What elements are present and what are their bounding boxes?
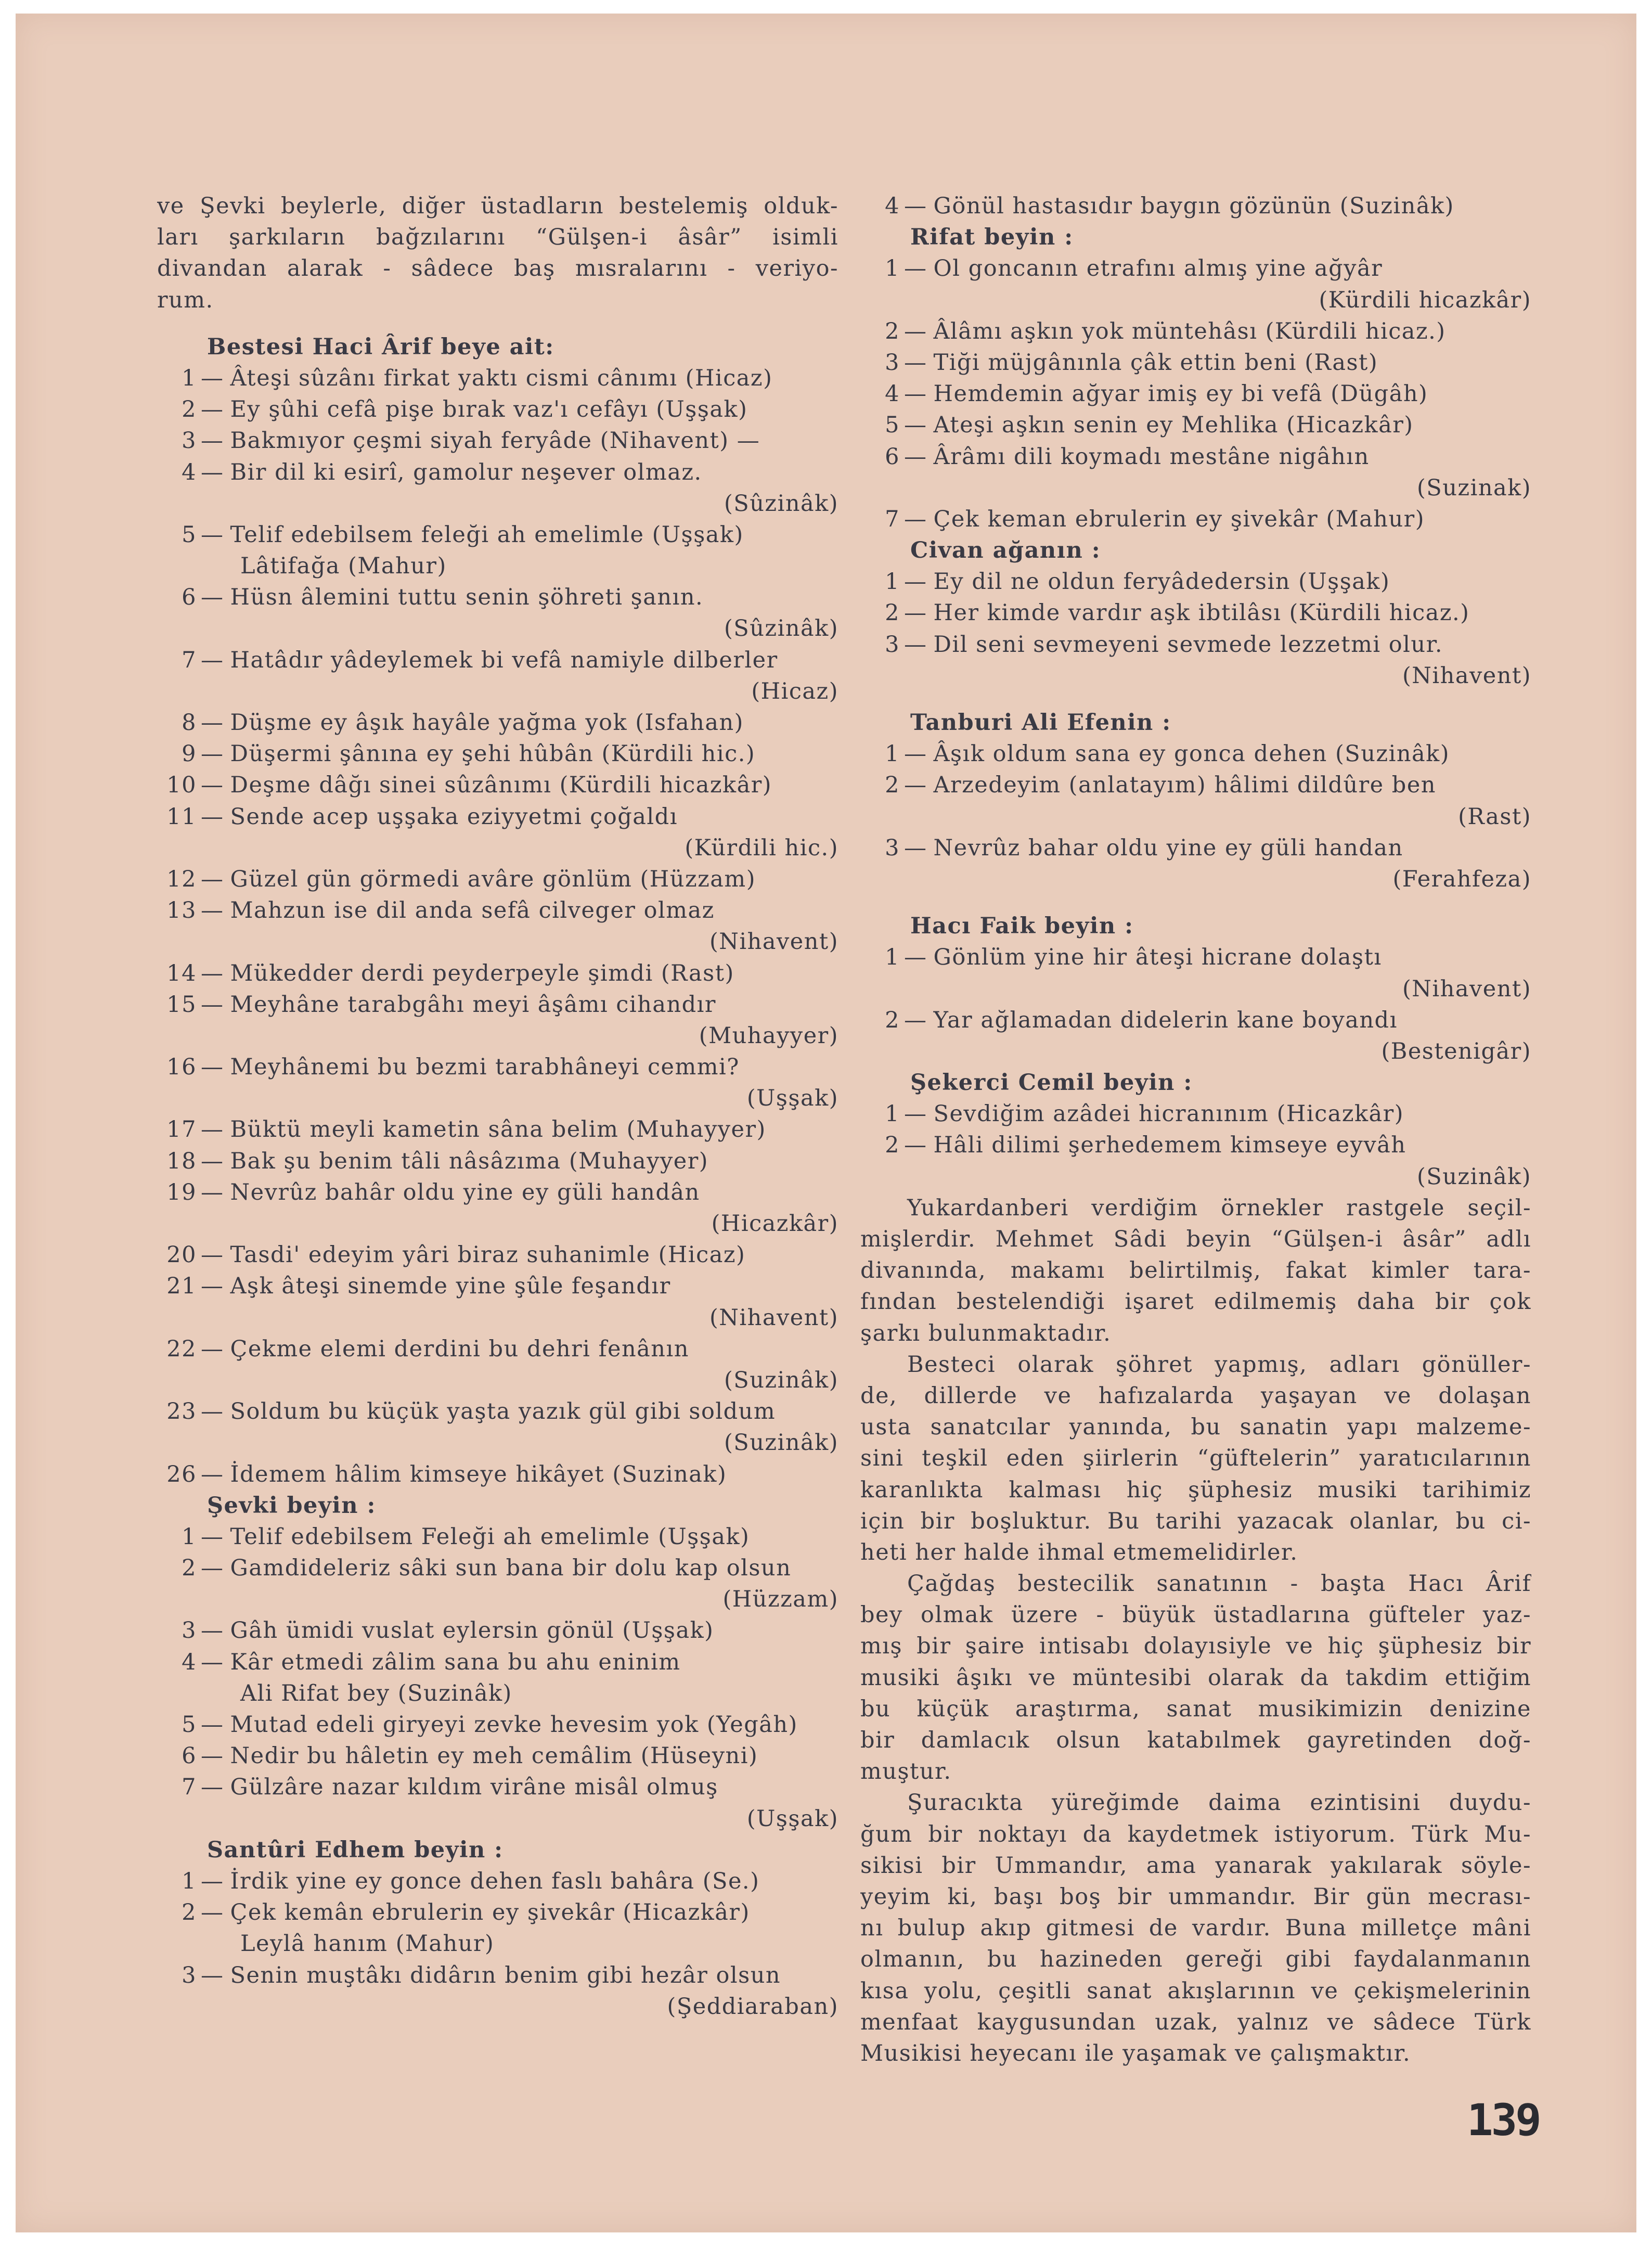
dash: — [904,318,927,344]
list-item [157,1960,838,1991]
paragraph [860,1349,1531,1568]
paragraph-line: için bir boşluktur. Bu tarihi yazacak olanlar, bu ci- [860,1508,1531,1534]
paragraph-line: Yukardanberi verdiğim örnekler rastgele seçil- [907,1195,1531,1221]
list-item [157,1771,838,1803]
item-number: 5 [885,412,900,439]
item-text: Çek keman ebrulerin ey şivekâr (Mahur) [933,506,1425,532]
item-number: 4 [885,193,900,219]
list-item [157,958,838,989]
dash: — [201,803,224,830]
dash: — [904,1101,927,1127]
paragraph-line: Besteci olarak şöhret yapmış, adları gönüller- [907,1351,1531,1378]
item-text: Âşık oldum sana ey gonca dehen (Suzinâk) [933,741,1450,767]
list-item [157,645,838,676]
dash: — [201,584,224,611]
item-number: 1 [182,1868,197,1894]
dash: — [201,1555,224,1582]
list-item [157,519,838,550]
dash: — [904,834,927,861]
item-text: Sevdiğim azâdei hicranınım (Hicazkâr) [933,1101,1404,1127]
paragraph-line: bu küçük araştırma, sanat musikimizin denizine [860,1696,1531,1722]
item-number: 22 [166,1336,197,1362]
paragraph-line: heti her halde ihmal etmemelidirler. [860,1539,1298,1565]
item-number: 2 [885,1007,900,1033]
paragraph-line: nı bulup akıp gitmesi de vardır. Buna milletçe mâni [860,1915,1531,1942]
list-item [860,1129,1531,1161]
list-item [157,1647,838,1678]
list-item [860,1098,1531,1129]
paragraph-line: mişlerdir. Mehmet Sâdi beyin “Gülşen-i âsâr” adlı [860,1226,1531,1252]
item-number: 3 [182,1617,197,1644]
list-item [157,1177,838,1208]
item-makam: (Suzinâk) [724,1430,838,1456]
item-makam: (Sûzinâk) [724,490,838,517]
list-item [157,707,838,738]
item-number: 2 [885,1132,900,1159]
paragraph-line: fından bestelendiği işaret edilmemiş daha bir çok [860,1289,1531,1315]
item-number: 26 [166,1461,197,1487]
list-item [157,457,838,488]
dash: — [904,193,927,219]
dash: — [904,381,927,407]
dash: — [904,506,927,532]
item-makam: (Bestenigâr) [1381,1038,1531,1064]
item-number: 9 [182,741,197,767]
list-item [860,629,1531,660]
dash: — [201,647,224,673]
list-item [157,1239,838,1270]
item-text: Hemdemin ağyar imiş ey bi vefâ (Dügâh) [933,381,1428,407]
section-heading: Bestesi Haci Ârif beye ait: [207,333,554,360]
list-item [157,1897,838,1928]
item-text: Aşk âteşi sinemde yine şûle feşandır [230,1273,671,1300]
item-number: 7 [885,506,900,532]
dash: — [201,396,224,423]
paragraph-line: divanında, makamı belirtilmiş, fakat kimler tara- [860,1257,1531,1284]
item-text: Gâh ümidi vuslat eylersin gönül (Uşşak) [230,1617,714,1644]
item-makam: (Ferahfeza) [1392,866,1531,892]
section-heading: Civan ağanın : [910,537,1101,564]
paragraph-line: de, dillerde ve hafızalarda yaşayan ve dolaşan [860,1382,1531,1409]
item-text: Çekme elemi derdini bu dehri fenânın [230,1336,689,1362]
item-text: Güzel gün görmedi avâre gönlüm (Hüzzam) [230,866,756,892]
item-number: 12 [166,866,197,892]
item-makam: (Uşşak) [746,1085,838,1112]
item-text: Büktü meyli kametin sâna belim (Muhayyer) [230,1116,766,1143]
item-number: 5 [182,521,197,548]
section-heading: Tanburi Ali Efenin : [910,710,1171,736]
list-item [157,895,838,926]
dash: — [904,412,927,439]
intro-line: ları şarkıların bağzılarını “Gülşen-i âsâr” isimli [157,224,838,251]
item-text: Gönlüm yine hir âteşi hicrane dolaştı [933,944,1382,971]
item-text: İrdik yine ey gonce dehen faslı bahâra (Se.) [230,1868,760,1894]
dash: — [904,349,927,376]
dash: — [904,1132,927,1159]
item-text: Ol goncanın etrafını almış yine ağyâr [933,255,1383,282]
item-number: 3 [885,631,900,658]
item-number: 2 [182,396,197,423]
item-makam: (Hicaz) [751,678,838,704]
item-text: Ey dil ne oldun feryâdedersin (Uşşak) [933,569,1390,595]
dash: — [201,1054,224,1081]
item-text: Meyhâne tarabgâhı meyi âşâmı cihandır [230,991,716,1018]
list-item [157,1114,838,1145]
dash: — [201,1774,224,1801]
dash: — [201,741,224,767]
list-item [157,864,838,895]
list-item [157,425,838,456]
item-number: 19 [166,1179,197,1205]
list-item [860,566,1531,597]
item-text: Tiği müjgânınla çâk ettin beni (Rast) [933,349,1378,376]
dash: — [201,710,224,736]
item-text: Dil seni sevmeyeni sevmede lezzetmi olur. [933,631,1443,658]
item-number: 21 [166,1273,197,1300]
paragraph-line: ğum bir noktayı da kaydetmek istiyorum. Türk Mu- [860,1821,1531,1847]
dash: — [201,1617,224,1644]
item-number: 11 [166,803,197,830]
paragraph-line: Çağdaş bestecilik sanatının - başta Hacı Ârif [907,1571,1531,1597]
item-text: Bir dil ki esirî, gamolur neşever olmaz. [230,459,702,485]
list-item [157,363,838,394]
dash: — [904,944,927,971]
item-text: Gamdideleriz sâki sun bana bir dolu kap olsun [230,1555,792,1582]
item-text: Âlâmı aşkın yok müntehâsı (Kürdili hicaz.) [933,318,1446,344]
item-makam: (Suzinâk) [724,1367,838,1393]
item-number: 3 [182,1962,197,1988]
item-number: 1 [885,944,900,971]
item-text: Mutad edeli giryeyi zevke hevesim yok (Yegâh) [230,1712,798,1738]
intro-line: ve Şevki beylerle, diğer üstadların bestelemiş olduk- [157,193,838,219]
list-item [860,316,1531,347]
list-item [860,409,1531,441]
list-item [860,738,1531,769]
item-text: Hâli dilimi şerhedemem kimseye eyvâh [933,1132,1406,1159]
item-makam: (Nihavent) [1402,975,1531,1002]
dash: — [201,772,224,799]
item-text: Nevrûz bahar oldu yine ey güli handan [933,834,1403,861]
list-item [157,1333,838,1365]
item-number: 17 [166,1116,197,1143]
item-makam: (Suzinak) [1417,474,1531,501]
paragraph-line: bir damlacık olsun katabılmek gayretinden doğ- [860,1727,1531,1753]
dash: — [904,631,927,658]
dash: — [201,1523,224,1550]
paragraph-line: sini teşkil eden şiirlerin “güftelerin” yaratıcılarının [860,1445,1531,1472]
item-text: Soldum bu küçük yaşta yazık gül gibi soldum [230,1398,776,1425]
paragraph-line: musiki âşıkı ve müntesibi olarak da takdim ettiğim [860,1664,1531,1691]
list-item [157,738,838,769]
item-makam: (Uşşak) [746,1805,838,1832]
section-heading: Santûri Edhem beyin : [207,1837,504,1863]
item-makam: (Nihavent) [1402,662,1531,689]
item-text: Bak şu benim tâli nâsâzıma (Muhayyer) [230,1148,709,1174]
item-number: 2 [885,318,900,344]
item-continuation: Leylâ hanım (Mahur) [240,1931,495,1957]
dash: — [201,897,224,924]
dash: — [904,443,927,470]
list-item [860,769,1531,801]
item-makam: (Kürdili hic.) [685,834,838,861]
item-number: 7 [182,1774,197,1801]
paragraph-line: bey olmak üzere - büyük üstadlarına güfteler yaz- [860,1602,1531,1628]
item-continuation: Ali Rifat bey (Suzinâk) [240,1680,512,1706]
item-text: Bakmıyor çeşmi siyah feryâde (Nihavent) — [230,428,760,454]
item-number: 6 [182,1743,197,1769]
dash: — [201,428,224,454]
item-makam: (Nihavent) [709,929,838,955]
left-column [157,190,838,2022]
paragraph-line: menfaat kaygusundan uzak, yalnız ve sâdece Türk [860,2009,1531,2035]
list-item [157,1552,838,1584]
dash: — [904,600,927,626]
item-number: 7 [182,647,197,673]
dash: — [201,991,224,1018]
paragraph-line: muştur. [860,1758,952,1785]
item-number: 6 [182,584,197,611]
list-item [157,769,838,801]
section-heading: Şekerci Cemil beyin : [910,1070,1193,1096]
list-item [157,1459,838,1490]
item-text: Hatâdır yâdeylemek bi vefâ namiyle dilberler [230,647,778,673]
item-number: 1 [885,569,900,595]
item-text: Ârâmı dili koymadı mestâne nigâhın [933,443,1370,470]
paragraph-line: Şuracıkta yüreğimde daima ezintisini duydu- [907,1790,1531,1816]
item-number: 10 [166,772,197,799]
paragraph [860,1787,1531,2069]
intro-line: rum. [157,287,214,313]
paragraph-line: usta sanatcılar yanında, bu sanatin yapı malzeme- [860,1414,1531,1441]
dash: — [904,741,927,767]
paragraph-line: karanlıkta kalması hiç şüphesiz musiki tarihimiz [860,1476,1531,1503]
item-text: Meyhânemi bu bezmi tarabhâneyi cemmi? [230,1054,740,1081]
item-text: Mükedder derdi peyderpeyle şimdi (Rast) [230,960,734,986]
item-text: Düşermi şânına ey şehi hûbân (Kürdili hic.) [230,741,756,767]
list-item [157,1521,838,1552]
item-number: 5 [182,1712,197,1738]
item-number: 1 [885,1101,900,1127]
item-text: Nevrûz bahâr oldu yine ey güli handân [230,1179,700,1205]
section-heading: Rifat beyin : [910,224,1074,251]
dash: — [201,1242,224,1268]
dash: — [201,459,224,485]
paragraph-line: Musikisi heyecanı ile yaşamak ve çalışmaktır. [860,2040,1411,2066]
item-number: 20 [166,1242,197,1268]
item-number: 16 [166,1054,197,1081]
page-sheet [16,14,1636,2232]
list-item [157,582,838,613]
list-item [157,1270,838,1302]
item-text: Gönül hastasıdır baygın gözünün (Suzinâk) [933,193,1454,219]
item-text: Mahzun ise dil anda sefâ cilveger olmaz [230,897,715,924]
item-makam: (Rast) [1458,803,1531,830]
item-makam: (Şeddiaraban) [667,1993,838,2020]
list-item [157,394,838,425]
item-text: Telif edebilsem Feleği ah emelimle (Uşşak) [230,1523,750,1550]
dash: — [201,521,224,548]
item-number: 14 [166,960,197,986]
list-item [860,378,1531,409]
dash: — [904,772,927,799]
section-heading: Hacı Faik beyin : [910,913,1134,940]
page-number: 139 [1467,2095,1540,2146]
item-number: 1 [885,255,900,282]
dash: — [201,1962,224,1988]
dash: — [201,1179,224,1205]
item-number: 1 [182,365,197,391]
item-number: 8 [182,710,197,736]
item-text: Çek kemân ebrulerin ey şivekâr (Hicazkâr) [230,1899,750,1926]
paragraph-line: yeyim ki, başı boş bir ummandır. Bir gün mecrası- [860,1883,1531,1910]
section-heading: Şevki beyin : [207,1492,376,1519]
item-text: Gülzâre nazar kıldım virâne misâl olmuş [230,1774,718,1801]
item-text: Düşme ey âşık hayâle yağma yok (Isfahan) [230,710,744,736]
item-number: 3 [885,834,900,861]
spacer [157,316,838,331]
paragraph-line: sikisi bir Ummandır, ama yanarak yakılarak söyle- [860,1852,1531,1879]
dash: — [201,1649,224,1675]
list-item [860,597,1531,628]
item-text: Tasdi' edeyim yâri biraz suhanimle (Hicaz) [230,1242,746,1268]
item-text: İdemem hâlim kimseye hikâyet (Suzinak) [230,1461,727,1487]
list-item [860,1005,1531,1036]
spacer [860,691,1531,707]
item-text: Senin muştâkı didârın benim gibi hezâr olsun [230,1962,781,1988]
dash: — [201,365,224,391]
dash: — [904,1007,927,1033]
list-item [860,441,1531,472]
list-item [860,942,1531,973]
item-number: 1 [885,741,900,767]
item-number: 3 [885,349,900,376]
item-continuation: Lâtifağa (Mahur) [240,553,447,580]
item-number: 1 [182,1523,197,1550]
item-text: Ateşi aşkın senin ey Mehlika (Hicazkâr) [933,412,1414,439]
item-text: Arzedeyim (anlatayım) hâlimi dildûre ben [933,772,1436,799]
dash: — [201,1148,224,1174]
item-number: 13 [166,897,197,924]
list-item [157,1615,838,1646]
list-item [157,989,838,1020]
item-number: 2 [885,772,900,799]
dash: — [201,1116,224,1143]
list-item [860,504,1531,535]
list-item [157,1396,838,1427]
item-text: Ey şûhi cefâ pişe bırak vaz'ı cefâyı (Uşşak) [230,396,748,423]
intro-line: divandan alarak - sâdece baş mısralarını - veriyo- [157,255,838,282]
item-makam: (Nihavent) [709,1304,838,1331]
item-text: Kâr etmedi zâlim sana bu ahu eninim [230,1649,681,1675]
item-number: 2 [885,600,900,626]
list-item [157,1051,838,1083]
list-item [157,1866,838,1897]
spacer [860,895,1531,910]
dash: — [201,1336,224,1362]
dash: — [904,255,927,282]
item-text: Âteşi sûzânı firkat yaktı cismi cânımı (Hicaz) [230,365,773,391]
item-number: 2 [182,1555,197,1582]
item-text: Nedir bu hâletin ey meh cemâlim (Hüseyni) [230,1743,758,1769]
list-item [157,1709,838,1740]
item-text: Hüsn âlemini tuttu senin şöhreti şanın. [230,584,704,611]
list-item [860,253,1531,284]
item-makam: (Sûzinâk) [724,615,838,642]
paragraph-line: kısa yolu, çeşitli sanat akışlarının ve çekişmelerinin [860,1978,1531,2004]
item-text: Deşme dâğı sinei sûzânımı (Kürdili hicazkâr) [230,772,772,799]
dash: — [201,960,224,986]
dash: — [201,1868,224,1894]
paragraph-line: olmanın, bu hazineden gereği gibi faydalanmanın [860,1946,1531,1973]
dash: — [201,1461,224,1487]
item-text: Yar ağlamadan didelerin kane boyandı [933,1007,1398,1033]
item-makam: (Hüzzam) [722,1586,838,1613]
paragraph-line: mış bir şaire intisabı dolayısiyle ve hiç şüphesiz bir [860,1633,1531,1660]
item-text: Sende acep uşşaka eziyyetmi çoğaldı [230,803,678,830]
item-makam: (Hicazkâr) [711,1211,838,1237]
right-column [860,190,1531,2069]
dash: — [201,1398,224,1425]
dash: — [201,866,224,892]
item-makam: (Suzinâk) [1417,1163,1531,1190]
item-number: 4 [182,1649,197,1675]
item-number: 18 [166,1148,197,1174]
paragraph [860,1568,1531,1787]
item-number: 4 [182,459,197,485]
list-item [860,832,1531,864]
list-item [860,347,1531,378]
item-number: 4 [885,381,900,407]
item-number: 23 [166,1398,197,1425]
item-number: 2 [182,1899,197,1926]
list-item [157,1740,838,1771]
item-number: 6 [885,443,900,470]
item-text: Telif edebilsem feleği ah emelimle (Uşşak) [230,521,744,548]
item-number: 3 [182,428,197,454]
item-number: 15 [166,991,197,1018]
list-item [157,801,838,832]
dash: — [904,569,927,595]
list-item [860,190,1531,222]
dash: — [201,1712,224,1738]
paragraph [860,1192,1531,1349]
list-item [157,1146,838,1177]
item-makam: (Muhayyer) [699,1022,838,1049]
dash: — [201,1743,224,1769]
item-makam: (Kürdili hicazkâr) [1319,287,1531,313]
dash: — [201,1899,224,1926]
dash: — [201,1273,224,1300]
item-text: Her kimde vardır aşk ibtilâsı (Kürdili hicaz.) [933,600,1470,626]
paragraph-line: şarkı bulunmaktadır. [860,1320,1112,1346]
